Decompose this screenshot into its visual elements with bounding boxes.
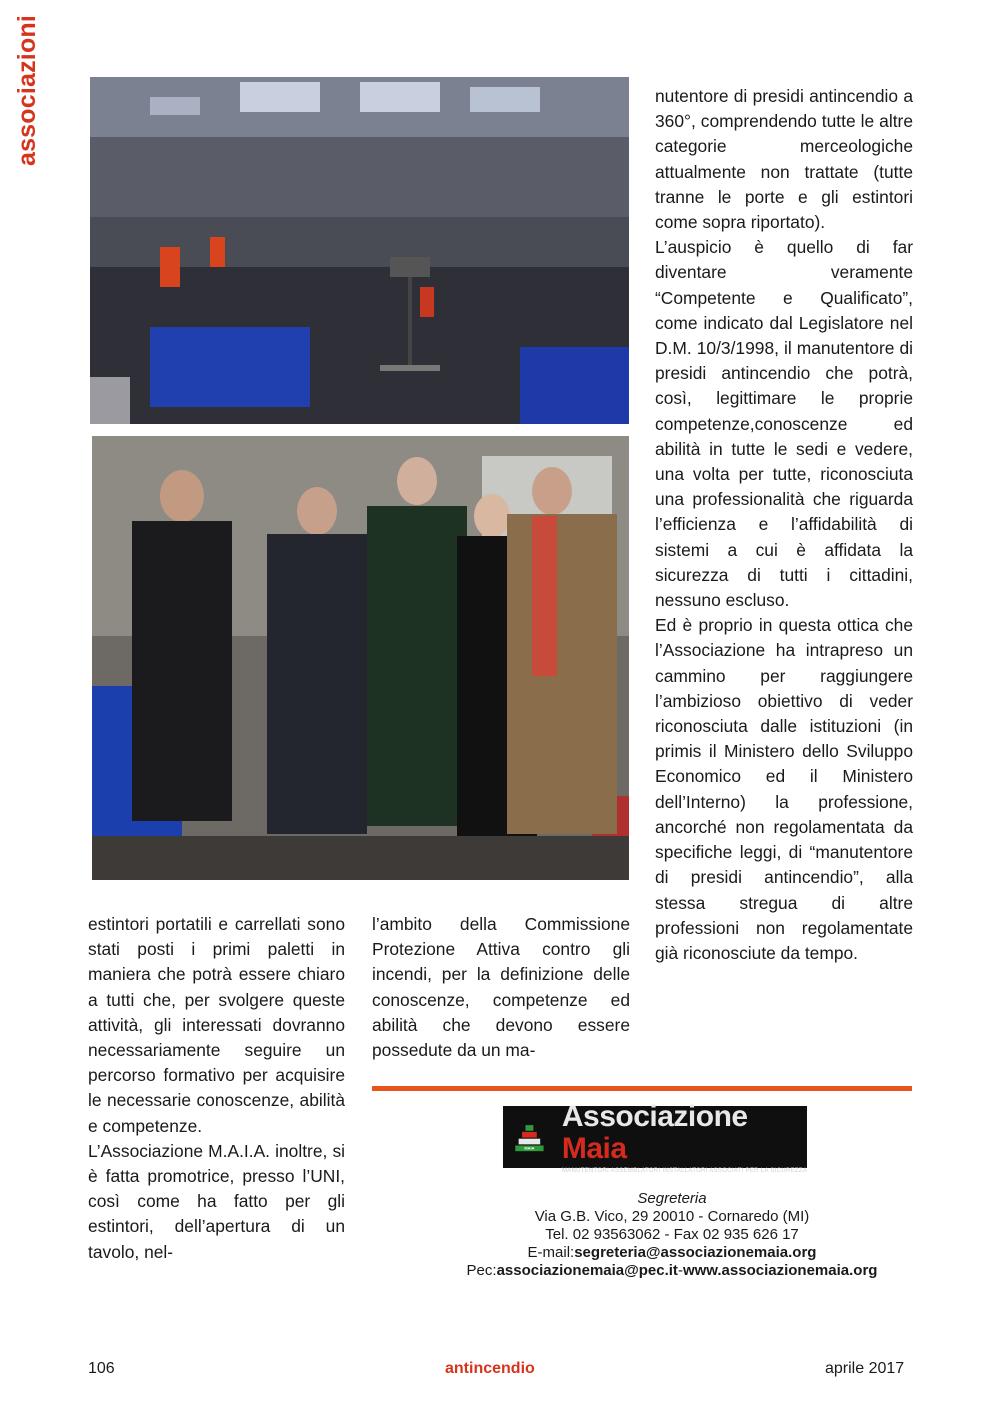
maia-pyramid-icon — [513, 1106, 546, 1168]
contact-address: Via G.B. Vico, 29 20010 - Cornaredo (MI) — [534, 1208, 810, 1225]
paragraph: L’auspicio è quello di far diventare veramente “Competente e Qualificato”, come indicato dal Legislatore nel D.M. 10/3/1998, il manutentore di presidi antincendio che potrà, così, legittimare le proprie competenze,conoscenze ed abilità in tutte le sedi e vedere, una volta per tutte, riconosciuta una professionalità che riguarda l’efficienza e l’affidabilità di sistemi a cui è affidata la sicurezza di tutti i cittadini, nessuno escluso. — [655, 237, 913, 611]
page-number: 106 — [88, 1360, 115, 1377]
email-link[interactable]: segreteria@associazionemaia.org — [574, 1244, 817, 1261]
pec-separator: - — [677, 1262, 683, 1279]
magazine-name: antincendio — [445, 1360, 535, 1377]
maia-mark-letters: MAIA — [524, 1145, 535, 1151]
article-column-right — [655, 84, 913, 966]
paragraph: estintori portatili e carrellati sono stati posti i primi paletti in maniera che potrà essere chiaro a tutti che, per svolgere queste attività, gli interessati dovranno necessariamente seguire un percorso formativo per acquisire le necessarie conoscenze, abilità e competenze. — [88, 914, 345, 1136]
logo-name-part1: Associazione — [561, 1099, 748, 1133]
paragraph: L’Associazione M.A.I.A. inoltre, si è fatta promotrice, presso l’UNI, così come ha fatto per gli estintori, dell’apertura di un tavolo, nel- — [88, 1140, 345, 1262]
conference-audience-photo — [90, 77, 629, 424]
contact-email-line — [372, 1244, 972, 1262]
contact-label: Segreteria — [637, 1190, 707, 1207]
paragraph: Ed è proprio in questa ottica che l’Associazione ha intrapreso un cammino per raggiungere l’ambizioso obiettivo di veder riconosciuta dalle istituzioni (in primis il Ministero dello Sviluppo Economico ed il Ministero dell’Interno) la professione, ancorché non regolamentata da specifiche leggi, di “manutentore di presidi antincendio”, alla stessa stregua di altre professioni non regolamentate già riconosciute da tempo. — [655, 615, 913, 963]
article-column-middle — [372, 912, 630, 1063]
paragraph: l’ambito della Commissione Protezione Attiva contro gli incendi, per la definizione delle conoscenze, competenze ed abilità che devono essere possedute da un ma- — [372, 914, 630, 1061]
logo-name-part2: Maia — [561, 1131, 627, 1165]
associazione-maia-logo — [503, 1099, 807, 1174]
section-tag — [2, 10, 54, 170]
logo-tagline: MANUTENTORI ASSEMBLATORI INSTALLATORI ASSOCIATI PER LA SICUREZZA — [561, 1167, 807, 1174]
contact-block — [372, 1190, 972, 1280]
contact-pec-line — [372, 1262, 972, 1280]
orange-divider — [372, 1086, 912, 1091]
pec-link[interactable]: associazionemaia@pec.it — [496, 1262, 678, 1279]
section-label: associazioni — [13, 14, 42, 166]
article-column-left — [88, 912, 345, 1265]
email-label: E-mail: — [527, 1244, 575, 1261]
logo-name — [562, 1101, 807, 1165]
website-link[interactable]: www.associazionemaia.org — [682, 1262, 878, 1279]
group-photo — [92, 436, 629, 880]
contact-phone: Tel. 02 93563062 - Fax 02 935 626 17 — [545, 1226, 799, 1243]
issue-date: aprile 2017 — [825, 1360, 905, 1377]
pec-label: Pec: — [466, 1262, 497, 1279]
paragraph: nutentore di presidi antincendio a 360°, comprendendo tutte le altre categorie merceologiche attualmente non trattate (tutte tranne le porte e gli estintori come sopra riportato). — [655, 86, 913, 233]
